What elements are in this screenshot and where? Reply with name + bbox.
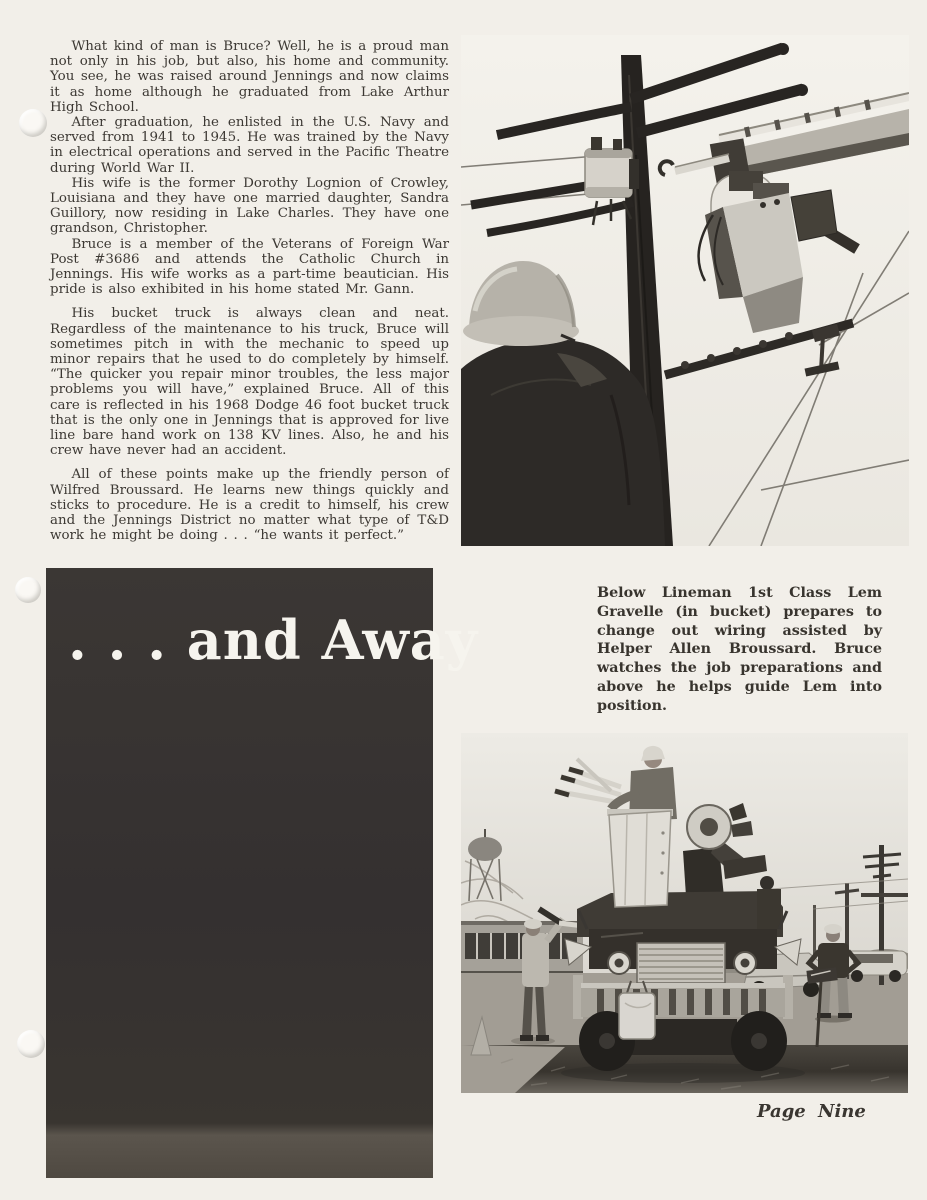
photo-bucket-truck <box>461 733 908 1093</box>
photo-top-illustration <box>461 35 909 546</box>
article-column <box>50 39 449 544</box>
punch-hole <box>19 109 47 137</box>
photo-caption: Below Lineman 1st Class Lem Gravelle (in bucket) prepares to change out wiring assisted by Helper Allen Broussard. Bruce watches the job preparations and above he helps guide Lem into position. <box>597 585 882 714</box>
article-paragraph: His wife is the former Dorothy Lognion of Crowley, Louisiana and they have one married daughter, Sandra Guillory, now residing in Lake Charles. They have one grandson, Christopher. <box>50 175 449 237</box>
article-paragraph: What kind of man is Bruce? Well, he is a proud man not only in his job, but also, his home and community. You see, he was raised around Jennings and now claims it as home although he graduated from Lake Arthur High School. <box>50 39 449 115</box>
article-paragraph: Bruce is a member of the Veterans of Foreign War Post #3686 and attends the Catholic Church in Jennings. His wife works as a part-time beautician. His pride is also exhibited in his home stated Mr. Gann. <box>50 236 449 298</box>
banner-title: . . . and Away <box>68 608 479 672</box>
photo-bottom-illustration <box>461 733 908 1093</box>
article-paragraph: His bucket truck is always clean and neat. Regardless of the maintenance to his truck, Bruce will sometimes pitch in with the mechanic to speed up minor repairs that he used to do completely by himself. “The quicker you repair minor troubles, the less major problems you will have,” explained Bruce. All of this care is reflected in his 1968 Dodge 46 foot bucket truck that is the only one in Jennings that is approved for live line bare hand work on 138 KV lines. Also, he and his crew have never had an accident. <box>50 306 449 459</box>
article-paragraph: All of these points make up the friendly person of Wilfred Broussard. He learns new things quickly and sticks to procedure. He is a credit to himself, his crew and the Jennings District no matter what type of T&D work he might be doing . . . “he wants it perfect.” <box>50 467 449 544</box>
punch-hole <box>15 577 41 603</box>
photo-lineman-watching-pole <box>461 35 909 546</box>
punch-hole <box>17 1030 45 1058</box>
page-number: Page Nine <box>757 1101 866 1122</box>
and-away-banner <box>46 568 479 1178</box>
article-paragraph: After graduation, he enlisted in the U.S. Navy and served from 1941 to 1945. He was trained by the Navy in electrical operations and served in the Pacific Theatre during World War II. <box>50 115 449 176</box>
